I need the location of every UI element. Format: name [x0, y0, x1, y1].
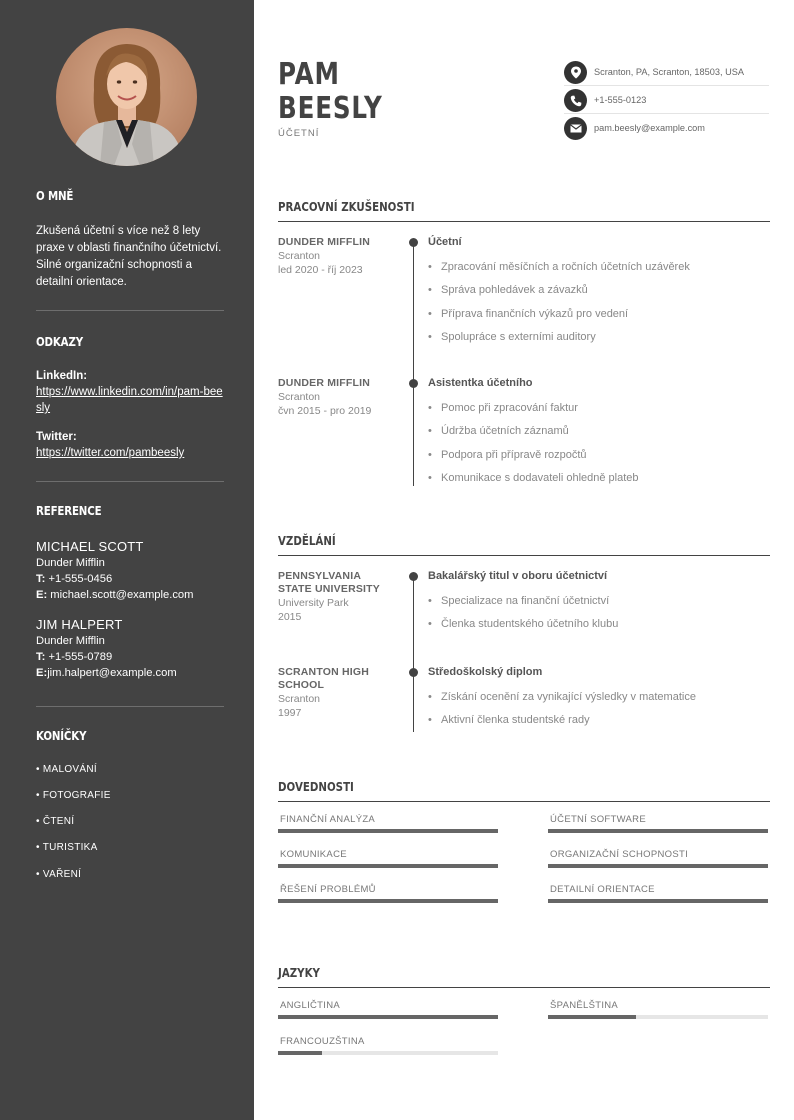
skill-item [278, 884, 498, 903]
language-label: FRANCOUZŠTINA [280, 1036, 365, 1047]
company-location: Scranton [278, 250, 321, 262]
education-details [428, 686, 770, 733]
school-location: Scranton [278, 693, 321, 705]
skill-bar [548, 864, 768, 868]
name-last: BEESLY [278, 91, 383, 126]
timeline-dot [409, 668, 418, 677]
skill-level-fill [548, 829, 768, 833]
sidebar-divider [36, 310, 224, 311]
employment-dates: led 2020 - říj 2023 [278, 264, 363, 276]
language-label: ANGLIČTINA [280, 1000, 341, 1011]
twitter-label: Twitter: [36, 431, 77, 443]
skill-item [548, 814, 768, 833]
list-item: • Pomoc při zpracování faktur [428, 397, 770, 420]
company-location: Scranton [278, 391, 321, 403]
skill-label: ŘEŠENÍ PROBLÉMŮ [280, 884, 376, 895]
degree-title: Bakalářský titul v oboru účetnictví [428, 570, 608, 582]
reference-phone-value: +1-555-0789 [48, 651, 113, 663]
linkedin-label: LinkedIn: [36, 370, 88, 382]
hobby-item: • ČTENÍ [36, 816, 75, 827]
phone-icon [564, 89, 587, 112]
language-item [548, 1000, 768, 1019]
location-pin-icon [564, 61, 587, 84]
profile-photo [56, 28, 197, 166]
language-item [278, 1000, 498, 1019]
skills-title: DOVEDNOSTI [278, 779, 354, 794]
job-duties [428, 256, 770, 349]
hobbies-section [36, 728, 224, 743]
reference-company: Dunder Mifflin [36, 635, 105, 647]
timeline-dot [409, 379, 418, 388]
envelope-icon [564, 117, 587, 140]
skill-bar [278, 899, 498, 903]
hobbies-title: KONÍČKY [36, 728, 87, 743]
link-linkedin [36, 369, 224, 416]
reference-name: JIM HALPERT [36, 617, 123, 632]
sidebar-divider [36, 481, 224, 482]
references-section [36, 503, 224, 518]
skill-level-fill [548, 899, 768, 903]
name-first: PAM [278, 57, 340, 92]
contact-email-text: pam.beesly@example.com [594, 123, 705, 133]
links-title: ODKAZY [36, 334, 83, 349]
hobby-item: • VAŘENÍ [36, 869, 82, 880]
about-text: Zkušená účetní s více než 8 lety praxe v oblasti finančního účetnictví. Silné organizační schopnosti a detailní orientace. [36, 225, 222, 288]
linkedin-link[interactable]: https://www.linkedin.com/in/pam-beesly [36, 386, 223, 414]
graduation-year: 1997 [278, 707, 302, 719]
education-entry-meta [278, 666, 403, 720]
contact-email [564, 114, 769, 142]
skill-level-fill [278, 829, 498, 833]
skill-level-fill [278, 864, 498, 868]
language-item [278, 1036, 498, 1055]
links-section [36, 334, 224, 349]
education-timeline [413, 576, 414, 732]
about-title: O MNĚ [36, 188, 74, 203]
company-name: DUNDER MIFFLIN [278, 377, 371, 389]
skill-item [278, 849, 498, 868]
reference-email [36, 665, 224, 681]
list-item: • Členka studentského účetního klubu [428, 613, 770, 636]
graduation-year: 2015 [278, 611, 302, 623]
about-section [36, 188, 224, 203]
school-name: PENNSYLVANIA [278, 570, 362, 582]
language-level-fill [548, 1015, 636, 1019]
timeline-dot [409, 572, 418, 581]
language-label: ŠPANĚLŠTINA [550, 1000, 619, 1011]
education-entry-meta [278, 570, 403, 624]
skill-bar [278, 829, 498, 833]
language-level-fill [278, 1015, 498, 1019]
list-item: • Správa pohledávek a závazků [428, 279, 770, 302]
list-item: • Údržba účetních záznamů [428, 420, 770, 443]
job-title: ÚČETNÍ [278, 128, 320, 139]
reference-name: MICHAEL SCOTT [36, 539, 144, 554]
list-item: • Spolupráce s externími auditory [428, 326, 770, 349]
skill-level-fill [278, 899, 498, 903]
list-item: • Příprava finančních výkazů pro vedení [428, 303, 770, 326]
contact-phone-text: +1-555-0123 [594, 95, 647, 105]
list-item: • Zpracování měsíčních a ročních účetních uzávěrek [428, 256, 770, 279]
email-label: E: [36, 667, 48, 679]
employment-dates: čvn 2015 - pro 2019 [278, 405, 372, 417]
contact-phone [564, 86, 769, 114]
experience-entry-meta [278, 236, 403, 277]
education-title: VZDĚLÁNÍ [278, 533, 336, 548]
school-name: SCRANTON HIGH [278, 666, 370, 678]
reference-item [36, 616, 224, 681]
skill-bar [278, 864, 498, 868]
hobby-item: • FOTOGRAFIE [36, 790, 111, 801]
twitter-link[interactable]: https://twitter.com/pambeesly [36, 447, 185, 459]
reference-item [36, 538, 224, 603]
education-details [428, 590, 770, 637]
contact-address-text: Scranton, PA, Scranton, 18503, USA [594, 67, 744, 77]
list-item: • Aktivní členka studentské rady [428, 709, 770, 732]
skill-item [278, 814, 498, 833]
skill-label: DETAILNÍ ORIENTACE [550, 884, 655, 895]
job-role: Asistentka účetního [428, 377, 533, 389]
timeline-dot [409, 238, 418, 247]
language-bar [278, 1051, 498, 1055]
skill-item [548, 849, 768, 868]
list-item: • Podpora při přípravě rozpočtů [428, 444, 770, 467]
sidebar-divider [36, 706, 224, 707]
experience-timeline [413, 242, 414, 486]
job-duties [428, 397, 770, 490]
skill-label: ÚČETNÍ SOFTWARE [550, 814, 646, 825]
skill-label: ORGANIZAČNÍ SCHOPNOSTI [550, 849, 689, 860]
sidebar [0, 0, 254, 1120]
school-location: University Park [278, 597, 349, 609]
skill-label: FINANČNÍ ANALÝZA [280, 814, 376, 825]
language-bar [548, 1015, 768, 1019]
reference-phone-value: +1-555-0456 [48, 573, 113, 585]
phone-label: T: [36, 573, 46, 585]
languages-section-title [278, 964, 770, 988]
phone-label: T: [36, 651, 46, 663]
school-name-line2: SCHOOL [278, 679, 325, 691]
reference-email [36, 587, 224, 603]
reference-company: Dunder Mifflin [36, 557, 105, 569]
language-level-fill [278, 1051, 322, 1055]
skill-bar [548, 829, 768, 833]
link-twitter [36, 430, 224, 461]
experience-title: PRACOVNÍ ZKUŠENOSTI [278, 199, 415, 214]
reference-email-value: jim.halpert@example.com [47, 667, 177, 679]
education-section-title [278, 532, 770, 556]
job-role: Účetní [428, 236, 462, 248]
contact-address [564, 58, 769, 86]
references-title: REFERENCE [36, 503, 102, 518]
list-item: • Získání ocenění za vynikající výsledky v matematice [428, 686, 770, 709]
degree-title: Středoškolský diplom [428, 666, 543, 678]
skill-level-fill [548, 864, 768, 868]
hobby-item: • MALOVÁNÍ [36, 764, 97, 775]
skill-item [548, 884, 768, 903]
skill-bar [548, 899, 768, 903]
company-name: DUNDER MIFFLIN [278, 236, 371, 248]
hobby-item: • TURISTIKA [36, 842, 98, 853]
language-bar [278, 1015, 498, 1019]
list-item: • Komunikace s dodavateli ohledně plateb [428, 467, 770, 490]
reference-phone [36, 571, 224, 587]
skill-label: KOMUNIKACE [280, 849, 347, 860]
experience-section-title [278, 198, 770, 222]
school-name-line2: STATE UNIVERSITY [278, 583, 380, 595]
experience-entry-meta [278, 377, 403, 418]
skills-section-title [278, 778, 770, 802]
reference-phone [36, 649, 224, 665]
email-label: E: [36, 589, 48, 601]
languages-title: JAZYKY [278, 965, 320, 980]
reference-email-value: michael.scott@example.com [50, 589, 194, 601]
list-item: • Specializace na finanční účetnictví [428, 590, 770, 613]
